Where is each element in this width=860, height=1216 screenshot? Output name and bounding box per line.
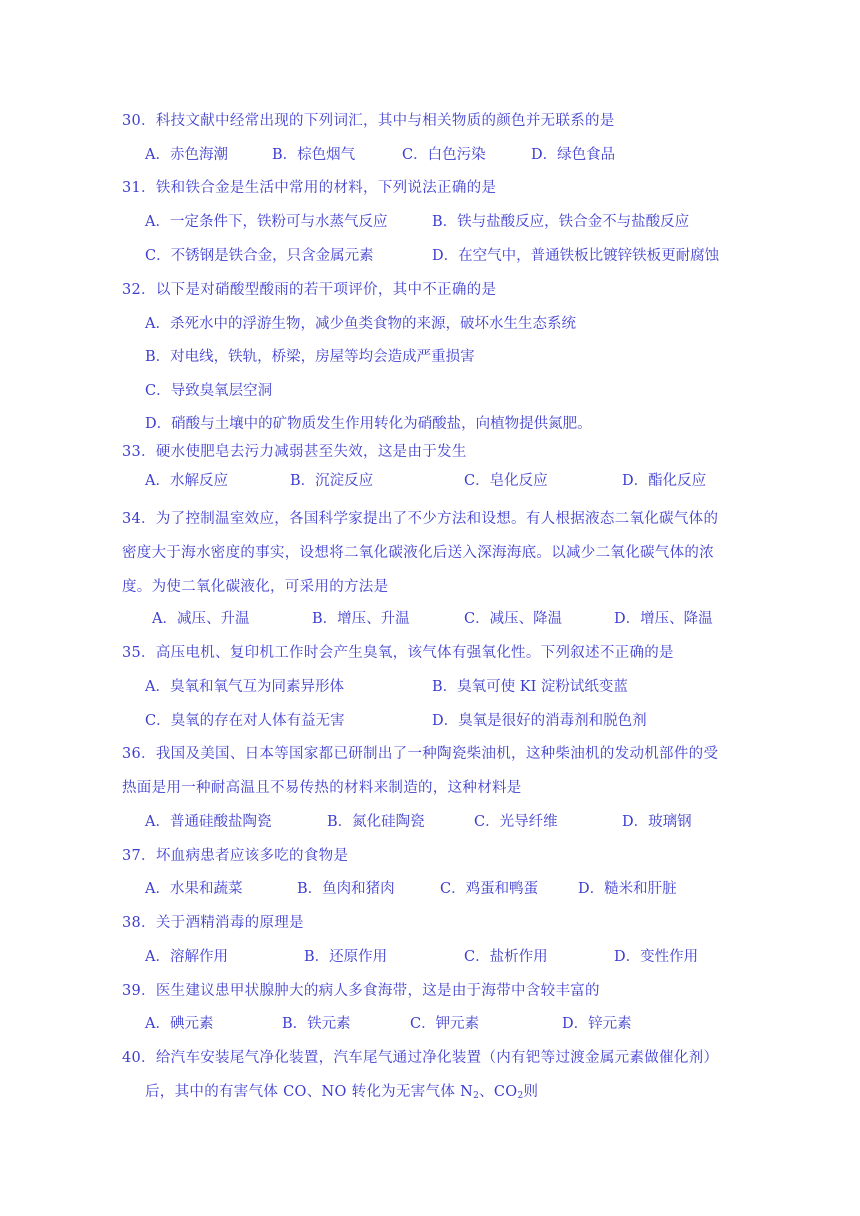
question-39-stem: 39．医生建议患甲状腺肿大的病人多食海带，这是由于海带中含较丰富的 xyxy=(122,983,600,999)
q39-option-b: B．铁元素 xyxy=(282,1016,351,1032)
question-40-stem-line1: 40．给汽车安装尾气净化装置，汽车尾气通过净化装置（内有钯等过渡金属元素做催化剂） xyxy=(122,1050,719,1066)
q33-option-b: B．沉淀反应 xyxy=(290,473,374,489)
question-34-stem-line3: 度。为使二氧化碳液化，可采用的方法是 xyxy=(122,579,389,595)
q38-option-c: C．盐析作用 xyxy=(464,949,548,965)
q33-option-a: A．水解反应 xyxy=(145,473,228,489)
q34-option-b: B．增压、升温 xyxy=(312,611,410,627)
q32-option-c: C．导致臭氧层空洞 xyxy=(145,383,273,399)
co2-subscript: 2 xyxy=(517,1091,524,1101)
q30-option-c: C．白色污染 xyxy=(402,147,486,163)
q40-line2-mid: 、CO xyxy=(479,1084,518,1100)
q32-option-b: B．对电线，铁轨，桥梁，房屋等均会造成严重损害 xyxy=(145,349,475,365)
n2-subscript: 2 xyxy=(473,1091,480,1101)
q38-option-b: B．还原作用 xyxy=(304,949,388,965)
question-30-stem: 30．科技文献中经常出现的下列词汇，其中与相关物质的颜色并无联系的是 xyxy=(122,113,615,129)
q32-option-d: D．硝酸与土壤中的矿物质发生作用转化为硝酸盐，向植物提供氮肥。 xyxy=(145,416,592,432)
q37-option-a: A．水果和蔬菜 xyxy=(145,881,243,897)
q31-option-b: B．铁与盐酸反应，铁合金不与盐酸反应 xyxy=(432,214,690,230)
q36-option-d: D．玻璃钢 xyxy=(622,814,692,830)
q30-option-d: D．绿色食品 xyxy=(531,147,616,163)
question-36-stem-line2: 热面是用一种耐高温且不易传热的材料来制造的，这种材料是 xyxy=(122,780,522,796)
q35-option-b: B．臭氧可使 KI 淀粉试纸变蓝 xyxy=(432,679,628,695)
question-34-stem-line2: 密度大于海水密度的事实，设想将二氧化碳液化后送入深海海底。以减少二氧化碳气体的浓 xyxy=(122,545,714,561)
q37-option-b: B．鱼肉和猪肉 xyxy=(297,881,395,897)
q39-option-d: D．锌元素 xyxy=(562,1016,632,1032)
q31-option-c: C．不锈钢是铁合金，只含金属元素 xyxy=(145,248,374,264)
q39-option-c: C．钾元素 xyxy=(410,1016,480,1032)
question-31-stem: 31．铁和铁合金是生活中常用的材料，下列说法正确的是 xyxy=(122,180,497,196)
q35-option-a: A．臭氧和氧气互为同素异形体 xyxy=(145,679,344,695)
q33-option-d: D．酯化反应 xyxy=(622,473,707,489)
q32-option-a: A．杀死水中的浮游生物，减少鱼类食物的来源，破坏水生生态系统 xyxy=(145,316,576,332)
question-37-stem: 37．坏血病患者应该多吃的食物是 xyxy=(122,848,349,864)
question-40-stem-line2 xyxy=(145,1082,538,1102)
q37-option-d: D．糙米和肝脏 xyxy=(578,881,677,897)
q31-option-a: A．一定条件下，铁粉可与水蒸气反应 xyxy=(145,214,388,230)
q36-option-c: C．光导纤维 xyxy=(474,814,558,830)
q30-option-a: A．赤色海潮 xyxy=(145,147,228,163)
q39-option-a: A．碘元素 xyxy=(145,1016,214,1032)
q33-option-c: C．皂化反应 xyxy=(464,473,548,489)
q35-option-c: C．臭氧的存在对人体有益无害 xyxy=(145,713,345,729)
q34-option-c: C．减压、降温 xyxy=(464,611,563,627)
q40-line2-text: 后，其中的有害气体 CO、NO 转化为无害气体 N xyxy=(145,1084,474,1100)
q34-option-a: A．减压、升温 xyxy=(152,611,250,627)
q40-line2-end: 则 xyxy=(523,1084,539,1100)
question-36-stem-line1: 36．我国及美国、日本等国家都已研制出了一种陶瓷柴油机，这种柴油机的发动机部件的受 xyxy=(122,746,719,762)
q38-option-d: D．变性作用 xyxy=(614,949,699,965)
question-33-stem: 33．硬水使肥皂去污力减弱甚至失效，这是由于发生 xyxy=(122,444,467,460)
question-35-stem: 35．高压电机、复印机工作时会产生臭氧，该气体有强氧化性。下列叙述不正确的是 xyxy=(122,645,674,661)
q36-option-a: A．普通硅酸盐陶瓷 xyxy=(145,814,272,830)
q35-option-d: D．臭氧是很好的消毒剂和脱色剂 xyxy=(432,713,647,729)
q36-option-b: B．氮化硅陶瓷 xyxy=(327,814,425,830)
question-34-stem-line1: 34．为了控制温室效应，各国科学家提出了不少方法和设想。有人根据液态二氧化碳气体的 xyxy=(122,511,719,527)
q37-option-c: C．鸡蛋和鸭蛋 xyxy=(440,881,539,897)
q31-option-d: D．在空气中，普通铁板比镀锌铁板更耐腐蚀 xyxy=(432,248,720,264)
question-38-stem: 38．关于酒精消毒的原理是 xyxy=(122,915,304,931)
q38-option-a: A．溶解作用 xyxy=(145,949,228,965)
question-32-stem: 32．以下是对硝酸型酸雨的若干项评价，其中不正确的是 xyxy=(122,282,497,298)
q34-option-d: D．增压、降温 xyxy=(614,611,713,627)
q30-option-b: B．棕色烟气 xyxy=(272,147,356,163)
